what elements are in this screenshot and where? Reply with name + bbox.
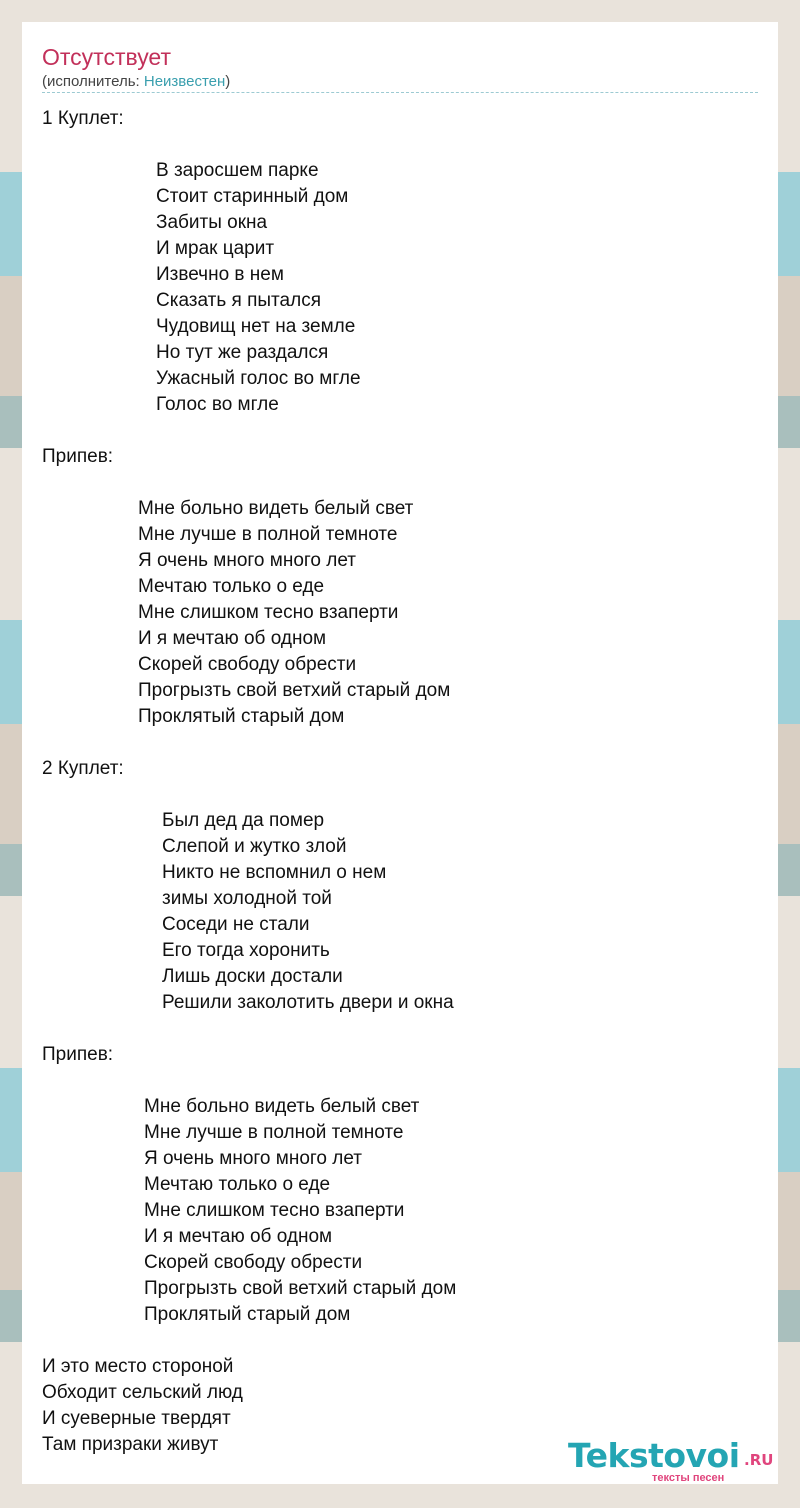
artist-link[interactable]: Неизвестен bbox=[143, 73, 226, 90]
lyric-line: В заросшем парке bbox=[156, 160, 319, 181]
lyric-line: Ужасный голос во мгле bbox=[156, 368, 361, 389]
lyric-line: Прогрызть свой ветхий старый дом bbox=[144, 1278, 457, 1299]
lyric-line: Мне лучше в полной темноте bbox=[138, 524, 398, 545]
lyric-line: Никто не вспомнил о нем bbox=[162, 862, 387, 883]
lyric-line: Лишь доски достали bbox=[162, 966, 343, 987]
lyric-line: Я очень много много лет bbox=[144, 1148, 362, 1169]
lyric-line: Его тогда хоронить bbox=[162, 940, 330, 961]
artist-suffix: ) bbox=[225, 73, 231, 90]
lyric-line: Обходит сельский люд bbox=[42, 1382, 243, 1403]
lyric-line: Но тут же раздался bbox=[156, 342, 329, 363]
lyric-line: Мне больно видеть белый свет bbox=[144, 1096, 420, 1117]
lyric-line: Мечтаю только о еде bbox=[138, 576, 325, 597]
header-divider bbox=[42, 92, 758, 93]
lyric-line: Проклятый старый дом bbox=[144, 1304, 351, 1325]
lyric-line: Чудовищ нет на земле bbox=[156, 316, 356, 337]
lyric-line: Был дед да помер bbox=[162, 810, 325, 831]
lyric-line: И я мечтаю об одном bbox=[144, 1226, 333, 1247]
lyric-line bbox=[42, 1016, 456, 1042]
lyric-line: И это место стороной bbox=[42, 1356, 234, 1377]
lyric-line bbox=[42, 1068, 456, 1094]
lyric-line: Мне лучше в полной темноте bbox=[144, 1122, 404, 1143]
lyric-line: Мне слишком тесно взаперти bbox=[138, 602, 399, 623]
lyric-line: Я очень много много лет bbox=[138, 550, 356, 571]
lyric-line: 2 Куплет: bbox=[42, 758, 124, 779]
lyric-line: Голос во мгле bbox=[156, 394, 279, 415]
lyric-line bbox=[42, 132, 456, 158]
lyric-line: Припев: bbox=[42, 446, 114, 467]
lyric-line bbox=[42, 1328, 456, 1354]
lyric-line: Скорей свободу обрести bbox=[144, 1252, 363, 1273]
lyric-line bbox=[42, 418, 456, 444]
logo-tld: .RU bbox=[744, 1451, 774, 1469]
lyric-line bbox=[42, 470, 456, 496]
lyric-line: 1 Куплет: bbox=[42, 108, 124, 129]
lyric-line: Извечно в нем bbox=[156, 264, 284, 285]
lyric-line: Мне слишком тесно взаперти bbox=[144, 1200, 405, 1221]
lyric-line: Слепой и жутко злой bbox=[162, 836, 347, 857]
lyric-line: И я мечтаю об одном bbox=[138, 628, 327, 649]
lyric-line: Проклятый старый дом bbox=[138, 706, 345, 727]
song-title: Отсутствует bbox=[42, 44, 171, 70]
artist-prefix: (исполнитель: bbox=[42, 73, 144, 90]
lyric-line: Мне больно видеть белый свет bbox=[138, 498, 414, 519]
lyrics-card bbox=[22, 22, 778, 1484]
lyric-line: И суеверные твердят bbox=[42, 1408, 231, 1429]
lyric-line: И мрак царит bbox=[156, 238, 275, 259]
lyric-line: Забиты окна bbox=[156, 212, 268, 233]
artist-line bbox=[42, 73, 230, 91]
lyric-line: Скорей свободу обрести bbox=[138, 654, 357, 675]
lyrics-text bbox=[42, 106, 456, 1458]
lyric-line: Припев: bbox=[42, 1044, 114, 1065]
lyric-line: Соседи не стали bbox=[162, 914, 310, 935]
lyric-line bbox=[42, 730, 456, 756]
lyric-line: Стоит старинный дом bbox=[156, 186, 349, 207]
lyric-line bbox=[42, 782, 456, 808]
lyric-line: Мечтаю только о еде bbox=[144, 1174, 331, 1195]
lyric-line: Сказать я пытался bbox=[156, 290, 321, 311]
logo-tagline: тексты песен bbox=[652, 1472, 725, 1484]
lyric-line: зимы холодной той bbox=[162, 888, 332, 909]
lyric-line: Там призраки живут bbox=[42, 1434, 219, 1455]
lyric-line: Прогрызть свой ветхий старый дом bbox=[138, 680, 451, 701]
logo-name: Tekstovoi bbox=[568, 1436, 740, 1475]
lyric-line: Решили заколотить двери и окна bbox=[162, 992, 454, 1013]
site-logo[interactable] bbox=[568, 1436, 778, 1484]
